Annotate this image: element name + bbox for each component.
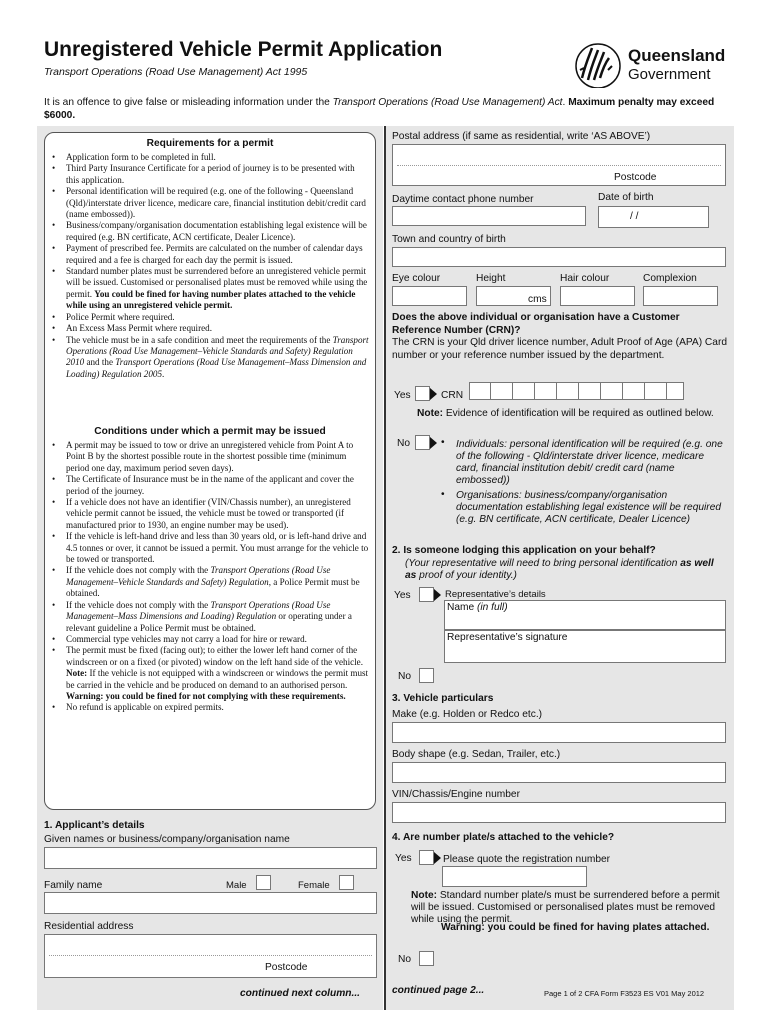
cms-unit: cms bbox=[528, 294, 547, 305]
continued-next-column: continued next column... bbox=[240, 988, 360, 999]
requirements-heading: Requirements for a permit bbox=[146, 138, 274, 149]
plate-no-label: No bbox=[398, 954, 412, 965]
column-divider bbox=[384, 126, 386, 1010]
body-shape-input[interactable] bbox=[392, 762, 726, 783]
conditions-heading: Conditions under which a permit may be issued bbox=[94, 426, 326, 437]
plate-note: Note: Standard number plate/s must be surrendered before a permit will be issued. Customised or personalised plates must be removed while using the permit. bbox=[411, 890, 720, 925]
list-item: • The vehicle must be in a safe condition and meet the requirements of the Transport Operations (Road Use Management–Vehicle Standards and Safety) Regulation 2010 and the Transport Operations (Road Use Management–Mass Dimension and Loading) Regulation 2005. bbox=[52, 335, 370, 381]
list-item: • An Excess Mass Permit where required. bbox=[52, 323, 370, 334]
list-item: • No refund is applicable on expired permits. bbox=[52, 702, 370, 713]
crn-question: Does the above individual or organisation have a Customer Reference Number (CRN)? bbox=[392, 312, 680, 336]
crn-input[interactable] bbox=[469, 382, 684, 400]
family-name-label: Family name bbox=[44, 880, 103, 891]
plate-warning: Warning: you could be fined for having plates attached. bbox=[441, 922, 710, 933]
form-footer: Page 1 of 2 CFA Form F3523 ES V01 May 2012 bbox=[544, 989, 705, 998]
rep-yes-label: Yes bbox=[394, 590, 411, 601]
organisations-id-requirement: Organisations: business/company/organisation documentation establishing legal existence will be required (e.g. BN certificate, ACN certificate, Dealer Licence) bbox=[456, 490, 722, 525]
logo-text-government: Government bbox=[628, 66, 711, 83]
list-item: • If the vehicle is left-hand drive and less than 30 years old, or is left-hand drive and 4.5 tonnes or over, it cannot be issued a permit. You must arrange for the vehicle to be towed or transported. bbox=[52, 531, 370, 565]
vehicle-particulars-heading: 3. Vehicle particulars bbox=[392, 693, 494, 704]
rep-name-label: Name (in full) bbox=[447, 602, 508, 613]
registration-label: Please quote the registration number bbox=[443, 854, 611, 865]
given-names-input[interactable] bbox=[44, 847, 377, 869]
list-item: • Payment of prescribed fee. Permits are calculated on the number of calendar days required and a fee is charged for each day the permit is issued. bbox=[52, 243, 370, 266]
rep-yes-checkbox[interactable] bbox=[419, 587, 434, 602]
arrow-right-icon bbox=[430, 388, 437, 400]
vin-input[interactable] bbox=[392, 802, 726, 823]
female-label: Female bbox=[298, 880, 330, 891]
rep-no-label: No bbox=[398, 671, 412, 682]
list-item: • Personal identification will be required (e.g. one of the following - Queensland (Qld)/interstate driver licence, medicare care, financial institution debit/credit card (name embossed)). bbox=[52, 186, 370, 220]
list-item: • If a vehicle does not have an identifier (VIN/Chassis number), an unregistered vehicle permit cannot be issued, the vehicle must be towed or transported (if manufactured prior to 1930, an engine number may be used). bbox=[52, 497, 370, 531]
crn-note: Note: Evidence of identification will be required as outlined below. bbox=[417, 408, 714, 419]
requirements-list bbox=[52, 152, 370, 380]
conditions-list bbox=[52, 440, 370, 714]
number-plate-question: 4. Are number plate/s attached to the vehicle? bbox=[392, 832, 615, 843]
town-country-input[interactable] bbox=[392, 247, 726, 267]
list-item: • Standard number plates must be surrendered before an unregistered vehicle permit will be issued. Customised or personalised plates must be removed while using the permit. You could be fined for having number plates attached to the vehicle while using an unregistered vehicle permit. bbox=[52, 266, 370, 312]
phone-input[interactable] bbox=[392, 206, 586, 226]
crn-description: The CRN is your Qld driver licence number, Adult Proof of Age (APA) Card number or your reference number issued by the department. bbox=[392, 337, 728, 361]
crn-yes-label: Yes bbox=[394, 390, 411, 401]
male-label: Male bbox=[226, 880, 247, 891]
given-names-label: Given names or business/company/organisation name bbox=[44, 834, 290, 845]
plate-yes-label: Yes bbox=[395, 853, 412, 864]
family-name-input[interactable] bbox=[44, 892, 377, 914]
residential-address-input[interactable] bbox=[44, 934, 377, 978]
list-item: • Application form to be completed in full. bbox=[52, 152, 370, 163]
residential-address-label: Residential address bbox=[44, 921, 134, 932]
rep-signature-label: Representative’s signature bbox=[447, 632, 568, 643]
list-item: • If the vehicle does not comply with the Transport Operations (Road Use Management–Vehicle Standards and Safety) Regulation, a Police Permit must be obtained. bbox=[52, 565, 370, 599]
representative-question: 2. Is someone lodging this application on your behalf? bbox=[392, 545, 656, 556]
list-item: • Business/company/organisation documentation establishing legal existence will be required (e.g. BN certificate, ACN certificate, Dealer Licence). bbox=[52, 220, 370, 243]
crn-label: CRN bbox=[441, 390, 464, 401]
complexion-label: Complexion bbox=[643, 273, 697, 284]
dob-label: Date of birth bbox=[598, 192, 654, 203]
body-shape-label: Body shape (e.g. Sedan, Trailer, etc.) bbox=[392, 749, 561, 760]
eye-colour-input[interactable] bbox=[392, 286, 467, 306]
list-item: • A permit may be issued to tow or drive an unregistered vehicle from Point A to Point B by the shortest possible route in the shortest possible time (minimum period one day, maximum period seven days). bbox=[52, 440, 370, 474]
page-subtitle: Transport Operations (Road Use Management) Act 1995 bbox=[44, 66, 308, 78]
make-label: Make (e.g. Holden or Redco etc.) bbox=[392, 709, 543, 720]
individuals-id-requirement: Individuals: personal identification will be required (e.g. one of the following - Qld/interstate driver licence, medicare card, financial institution debit/ credit card (name embossed)) bbox=[456, 439, 723, 486]
list-item: • Police Permit where required. bbox=[52, 312, 370, 323]
crn-no-checkbox[interactable] bbox=[415, 435, 430, 450]
complexion-input[interactable] bbox=[643, 286, 718, 306]
postal-postcode-label: Postcode bbox=[614, 172, 657, 183]
rep-no-checkbox[interactable] bbox=[419, 668, 434, 683]
crn-yes-checkbox[interactable] bbox=[415, 386, 430, 401]
hair-colour-label: Hair colour bbox=[560, 273, 610, 284]
height-label: Height bbox=[476, 273, 506, 284]
list-item: • Commercial type vehicles may not carry a load for hire or reward. bbox=[52, 634, 370, 645]
arrow-right-icon bbox=[434, 852, 441, 864]
arrow-right-icon bbox=[434, 589, 441, 601]
town-country-label: Town and country of birth bbox=[392, 234, 506, 245]
male-checkbox[interactable] bbox=[256, 875, 271, 890]
crn-no-label: No bbox=[397, 438, 411, 449]
registration-input[interactable] bbox=[442, 866, 587, 887]
list-item: • The permit must be fixed (facing out); to either the lower left hand corner of the windscreen or on a fixed (or pivoted) window on the left hand side of the vehicle. Note: If the vehicle is not equipped with a windscreen or windows the permit must be carried in the vehicle and be produced on demand to an authorised person. Warning: you could be fined for not complying with these requirements. bbox=[52, 645, 370, 702]
female-checkbox[interactable] bbox=[339, 875, 354, 890]
list-item: • Third Party Insurance Certificate for a period of journey is to be presented with this application. bbox=[52, 163, 370, 186]
phone-label: Daytime contact phone number bbox=[392, 194, 534, 205]
rep-details-label: Representative’s details bbox=[445, 589, 546, 600]
dob-separators: / / bbox=[630, 211, 639, 222]
list-item: • The Certificate of Insurance must be in the name of the applicant and cover the period of the journey. bbox=[52, 474, 370, 497]
applicant-section-heading: 1. Applicant’s details bbox=[44, 820, 145, 831]
list-item: • If the vehicle does not comply with the Transport Operations (Road Use Management–Mass Dimensions and Loading) Regulation or operating under a relevant guideline a Police Permit must be obtained. bbox=[52, 600, 370, 634]
residential-postcode-label: Postcode bbox=[265, 962, 308, 973]
dob-input[interactable] bbox=[598, 206, 709, 228]
make-input[interactable] bbox=[392, 722, 726, 743]
hair-colour-input[interactable] bbox=[560, 286, 635, 306]
eye-colour-label: Eye colour bbox=[392, 273, 441, 284]
plate-yes-checkbox[interactable] bbox=[419, 850, 434, 865]
plate-no-checkbox[interactable] bbox=[419, 951, 434, 966]
continued-page-2: continued page 2... bbox=[392, 985, 485, 996]
postal-address-input[interactable] bbox=[392, 144, 726, 186]
page-title: Unregistered Vehicle Permit Application bbox=[44, 38, 443, 61]
logo-text-queensland: Queensland bbox=[628, 46, 726, 65]
vin-label: VIN/Chassis/Engine number bbox=[392, 789, 520, 800]
postal-address-label: Postal address (if same as residential, write ‘AS ABOVE’) bbox=[392, 131, 651, 142]
arrow-right-icon bbox=[430, 437, 437, 449]
representative-instructions: (Your representative will need to bring personal identification as well as proof of your identity.) bbox=[405, 558, 714, 581]
legal-warning: It is an offence to give false or misleading information under the Transport Operations (Road Use Management) Act. Maximum penalty may exceed $6000. bbox=[44, 97, 715, 121]
